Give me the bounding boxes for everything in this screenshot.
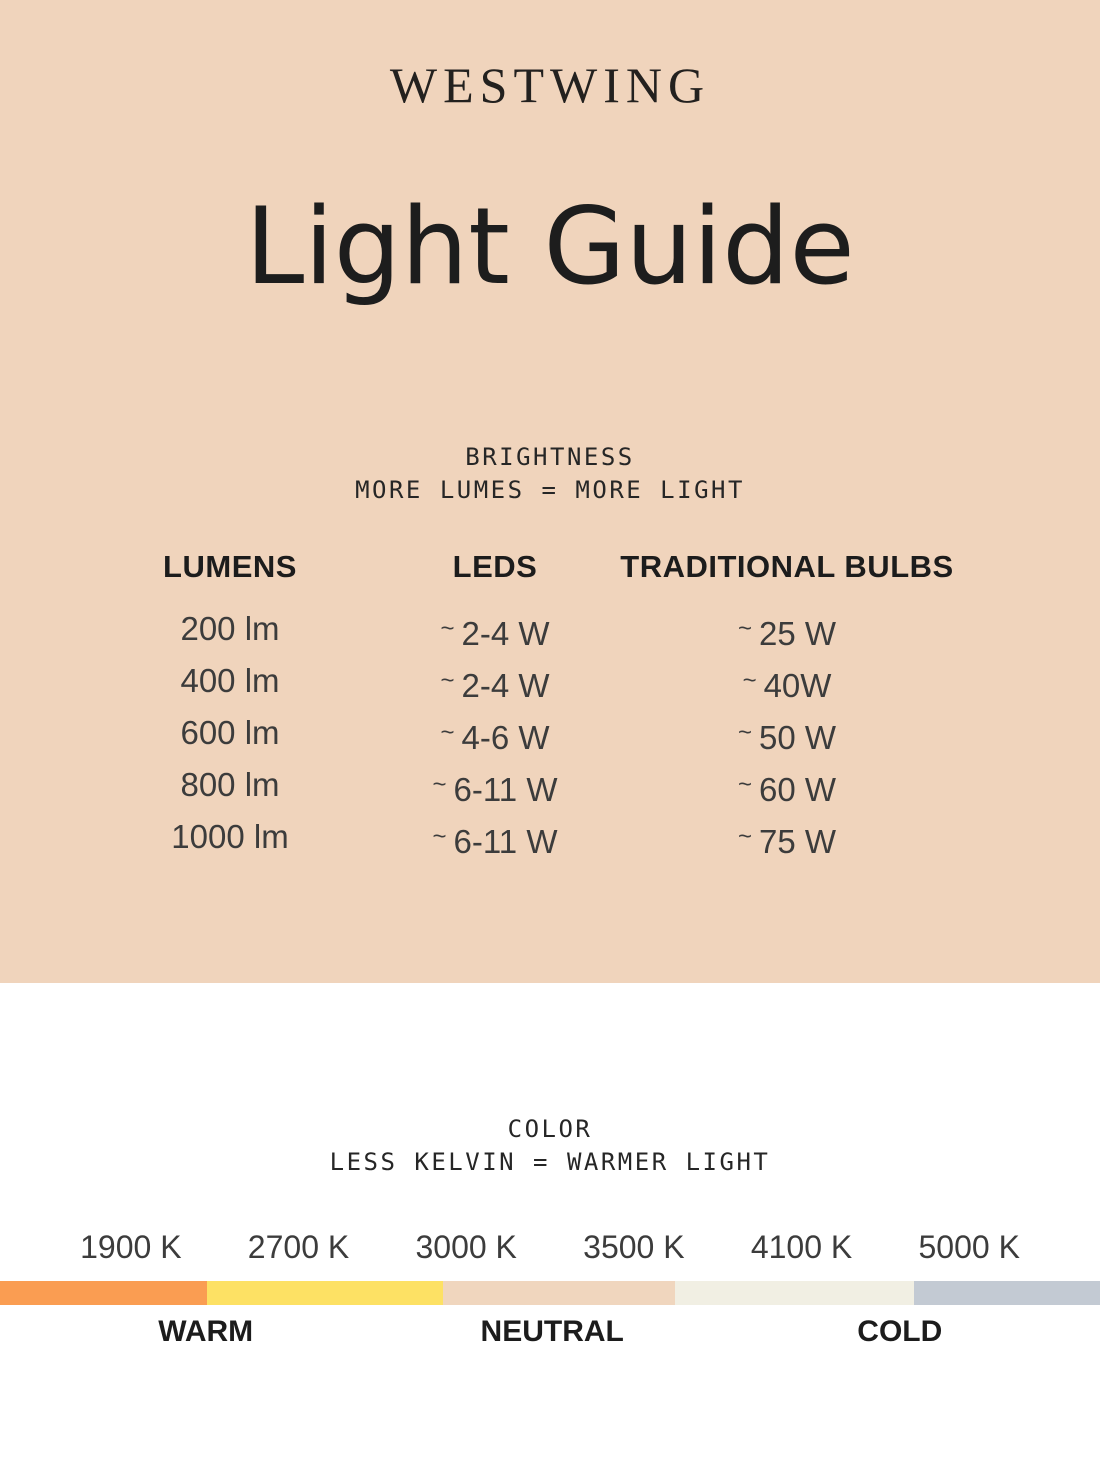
color-heading (0, 1113, 1100, 1179)
lumens-value: 200 lm (180, 610, 280, 647)
approx-tilde: ~ (432, 823, 447, 850)
color-heading-line1: COLOR (507, 1115, 593, 1143)
bar-segment-cold-blue (914, 1281, 1100, 1305)
approx-tilde: ~ (742, 667, 757, 694)
kelvin-scale-labels (0, 1229, 1100, 1265)
bulb-watts-text: 25 W (758, 615, 837, 652)
approx-tilde: ~ (440, 719, 455, 746)
bulb-watts-value (590, 811, 984, 868)
brightness-heading-line2: MORE LUMES = MORE LIGHT (355, 476, 745, 504)
table-row (60, 811, 1100, 863)
led-watts-value (400, 759, 590, 816)
header-lumens: LUMENS (163, 549, 297, 584)
kelvin-label-3500: 3500 K (583, 1229, 685, 1265)
brightness-heading (0, 441, 1100, 507)
table-row (60, 603, 1100, 655)
led-watts-value (400, 811, 590, 868)
led-watts-value (400, 655, 590, 712)
bar-segment-neutral-cream (675, 1281, 914, 1305)
bulb-watts-value (590, 707, 984, 764)
table-row (60, 759, 1100, 811)
approx-tilde: ~ (737, 719, 752, 746)
bar-segment-warm-orange (0, 1281, 207, 1305)
kelvin-label-4100: 4100 K (750, 1229, 853, 1265)
brightness-table (0, 547, 1100, 863)
approx-tilde: ~ (440, 667, 455, 694)
bulb-watts-text: 50 W (758, 719, 837, 756)
header-leds: LEDS (452, 549, 538, 584)
bulb-watts-value (590, 603, 984, 660)
header-traditional-bulbs: TRADITIONAL BULBS (620, 549, 954, 584)
approx-tilde: ~ (432, 771, 447, 798)
bar-segment-neutral-beige (443, 1281, 675, 1305)
bulb-watts-text: 75 W (758, 823, 837, 860)
led-watts-text: 2-4 W (461, 615, 550, 652)
bulb-watts-value (590, 759, 984, 816)
page-title: Light Guide (245, 185, 855, 308)
approx-tilde: ~ (440, 615, 455, 642)
approx-tilde: ~ (737, 615, 752, 642)
kelvin-label-5000: 5000 K (918, 1229, 1020, 1265)
led-watts-value (400, 707, 590, 764)
approx-tilde: ~ (737, 771, 752, 798)
bulb-watts-text: 40W (763, 667, 832, 704)
led-watts-text: 2-4 W (461, 667, 550, 704)
table-header-row (60, 547, 1100, 587)
color-heading-line2: LESS KELVIN = WARMER LIGHT (329, 1148, 771, 1176)
brightness-heading-line1: BRIGHTNESS (465, 443, 635, 471)
lumens-value: 1000 lm (171, 818, 289, 855)
lumens-value: 800 lm (180, 766, 280, 803)
label-cold: COLD (857, 1315, 943, 1348)
kelvin-label-2700: 2700 K (247, 1229, 350, 1265)
bar-segment-warm-yellow (207, 1281, 444, 1305)
kelvin-label-1900: 1900 K (80, 1229, 182, 1265)
lumens-value: 400 lm (180, 662, 280, 699)
approx-tilde: ~ (737, 823, 752, 850)
color-temperature-bar (0, 1281, 1100, 1305)
led-watts-value (400, 603, 590, 660)
bulb-watts-text: 60 W (758, 771, 837, 808)
lumens-value: 600 lm (180, 714, 280, 751)
bulb-watts-value (590, 655, 984, 712)
color-temperature-section (0, 1113, 1100, 1353)
led-watts-text: 4-6 W (461, 719, 550, 756)
led-watts-text: 6-11 W (453, 823, 558, 860)
table-body (60, 603, 1100, 863)
label-warm: WARM (158, 1315, 254, 1348)
kelvin-label-3000: 3000 K (415, 1229, 517, 1265)
label-neutral: NEUTRAL (480, 1315, 624, 1348)
led-watts-text: 6-11 W (453, 771, 558, 808)
temperature-labels (0, 1311, 1100, 1353)
westwing-logo: WESTWING (389, 57, 711, 113)
table-row (60, 655, 1100, 707)
table-row (60, 707, 1100, 759)
